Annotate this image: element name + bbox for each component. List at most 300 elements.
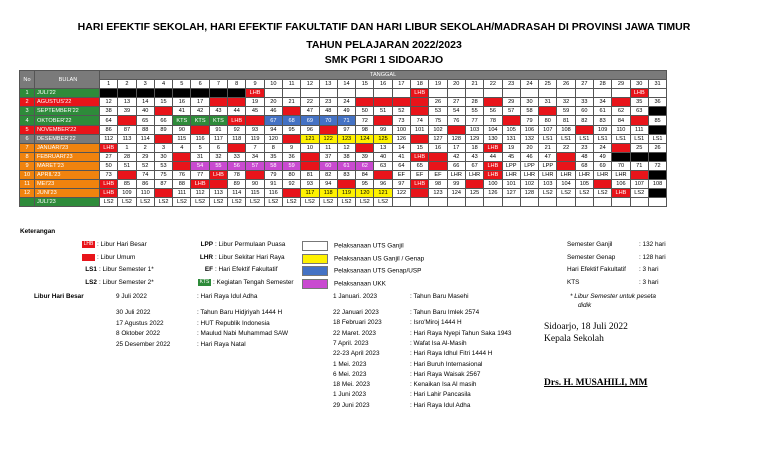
day-cell: 44 xyxy=(484,152,502,161)
month-name: JULI'22 xyxy=(35,89,100,98)
day-cell: 102 xyxy=(520,180,538,189)
day-cell xyxy=(118,116,136,125)
day-cell: LHB xyxy=(191,180,209,189)
day-cell: 98 xyxy=(429,180,447,189)
day-number: 8 xyxy=(228,80,246,89)
day-number: 11 xyxy=(282,80,300,89)
legend-text: : Libur Semester 1* xyxy=(99,266,154,273)
day-cell: 104 xyxy=(484,125,502,134)
day-cell: 122 xyxy=(392,189,410,198)
day-cell: 96 xyxy=(374,180,392,189)
school-name: SMK PGRI 1 SIDOARJO xyxy=(324,54,444,66)
day-cell: 82 xyxy=(319,171,337,180)
legend-item xyxy=(302,279,386,289)
signature-name: Drs. H. MUSAHILI, MM xyxy=(544,378,648,388)
legend-title: Keterangan xyxy=(20,228,56,235)
day-cell xyxy=(630,171,648,180)
day-cell: 128 xyxy=(520,189,538,198)
day-cell: 53 xyxy=(154,161,172,170)
holiday-date: 1 Mei. 2023 xyxy=(333,360,367,368)
day-cell xyxy=(648,125,666,134)
day-cell xyxy=(301,152,319,161)
day-cell: 71 xyxy=(337,116,355,125)
month-row xyxy=(20,89,667,98)
day-cell: 22 xyxy=(557,143,575,152)
holiday-name: : Hari Lahir Pancasila xyxy=(410,391,471,399)
day-cell: 103 xyxy=(465,125,483,134)
day-cell: 48 xyxy=(575,152,593,161)
day-cell xyxy=(154,89,172,98)
day-cell: 104 xyxy=(557,180,575,189)
day-cell: 42 xyxy=(191,107,209,116)
day-cell: 22 xyxy=(301,98,319,107)
day-number: 24 xyxy=(520,80,538,89)
day-cell: 16 xyxy=(429,143,447,152)
day-number: 21 xyxy=(465,80,483,89)
day-cell: 57 xyxy=(502,107,520,116)
day-cell: 33 xyxy=(228,152,246,161)
month-row xyxy=(20,125,667,134)
day-cell: LHB xyxy=(411,180,429,189)
day-cell xyxy=(282,134,300,143)
day-cell: 62 xyxy=(356,161,374,170)
summary-value: : 128 hari xyxy=(639,253,666,261)
summary-label: KTS xyxy=(567,278,580,286)
holiday-date: 22 Januari 2023 xyxy=(333,309,379,316)
day-cell xyxy=(374,171,392,180)
month-name: MARET'23 xyxy=(35,161,100,170)
day-cell: 118 xyxy=(228,134,246,143)
day-cell: 80 xyxy=(282,171,300,180)
col-no-header: No xyxy=(20,71,35,89)
day-number: 31 xyxy=(648,80,666,89)
day-cell: 100 xyxy=(484,180,502,189)
legend-code: KTS xyxy=(199,278,210,285)
day-cell xyxy=(630,116,648,125)
day-cell: 9 xyxy=(282,143,300,152)
day-cell: 96 xyxy=(301,125,319,134)
day-cell: 81 xyxy=(301,171,319,180)
col-month-header: BULAN xyxy=(35,71,100,89)
day-cell: 75 xyxy=(154,171,172,180)
legend-text: : Libur Permulaan Puasa xyxy=(215,241,286,248)
summary-value: : 3 hari xyxy=(639,278,659,286)
day-number: 2 xyxy=(118,80,136,89)
day-cell: 4 xyxy=(173,143,191,152)
day-cell: LHB xyxy=(411,89,429,98)
day-cell: 38 xyxy=(337,152,355,161)
day-cell: LS1 xyxy=(539,134,557,143)
day-number: 3 xyxy=(136,80,154,89)
day-cell xyxy=(100,89,118,98)
day-cell xyxy=(191,125,209,134)
legend-item xyxy=(82,279,154,286)
day-cell: LS2 xyxy=(100,198,118,207)
legend-item xyxy=(82,266,154,273)
holiday-date: 18 Februari 2023 xyxy=(333,319,382,327)
day-cell: LHB xyxy=(484,171,502,180)
day-cell: LS2 xyxy=(228,198,246,207)
day-cell: 97 xyxy=(337,125,355,134)
day-cell: 5 xyxy=(191,143,209,152)
day-cell: 107 xyxy=(539,125,557,134)
day-cell xyxy=(465,198,483,207)
day-cell: 59 xyxy=(282,161,300,170)
day-cell xyxy=(209,180,227,189)
day-cell xyxy=(319,125,337,134)
day-cell: 89 xyxy=(154,125,172,134)
day-cell: 76 xyxy=(447,116,465,125)
day-cell: 19 xyxy=(502,143,520,152)
summary-value: : 3 hari xyxy=(639,266,659,273)
day-cell: 27 xyxy=(447,98,465,107)
day-cell: 17 xyxy=(447,143,465,152)
day-cell: LS2 xyxy=(282,198,300,207)
day-cell: 37 xyxy=(319,152,337,161)
holiday-name: : Hari Raya Waisak 2567 xyxy=(410,370,481,378)
day-number: 30 xyxy=(630,80,648,89)
legend-text: : Kegiatan Tengah Semester xyxy=(213,278,294,286)
day-cell: 49 xyxy=(594,152,612,161)
day-cell: 112 xyxy=(100,134,118,143)
day-cell: 77 xyxy=(191,171,209,180)
day-cell xyxy=(374,89,392,98)
day-cell: 68 xyxy=(575,161,593,170)
day-cell: 43 xyxy=(209,107,227,116)
day-cell: 75 xyxy=(429,116,447,125)
day-number: 18 xyxy=(411,80,429,89)
day-cell: 13 xyxy=(118,98,136,107)
day-cell xyxy=(228,143,246,152)
day-cell: 64 xyxy=(392,161,410,170)
day-cell: LPP xyxy=(502,161,520,170)
day-cell xyxy=(264,89,282,98)
day-cell: 117 xyxy=(301,189,319,198)
day-cell: LS2 xyxy=(374,198,392,207)
day-cell: 64 xyxy=(100,116,118,125)
day-cell: 84 xyxy=(356,171,374,180)
day-cell xyxy=(484,198,502,207)
day-cell: LHB xyxy=(630,89,648,98)
legend-text: Pelaksanaan US Ganjil / Genap xyxy=(334,255,425,263)
day-cell: 56 xyxy=(484,107,502,116)
day-cell: LS2 xyxy=(594,189,612,198)
header-row-1 xyxy=(20,71,667,80)
day-cell: 24 xyxy=(594,143,612,152)
day-cell xyxy=(502,198,520,207)
day-cell: 106 xyxy=(520,125,538,134)
legend-item xyxy=(82,254,135,261)
day-cell xyxy=(612,143,630,152)
day-cell: 112 xyxy=(191,189,209,198)
day-cell: LHR xyxy=(520,171,538,180)
day-cell xyxy=(447,125,465,134)
day-cell: 113 xyxy=(209,189,227,198)
day-cell xyxy=(429,89,447,98)
day-cell: 97 xyxy=(392,180,410,189)
day-cell: 124 xyxy=(356,134,374,143)
holiday-name: : Tahun Baru Hidjriyah 1444 H xyxy=(197,309,283,316)
legend-text: Pelaksanaan UKK xyxy=(334,280,386,288)
day-cell xyxy=(648,198,666,207)
day-cell: 88 xyxy=(173,180,191,189)
day-cell: 29 xyxy=(136,152,154,161)
day-cell: 43 xyxy=(465,152,483,161)
day-cell xyxy=(612,152,630,161)
day-cell: 35 xyxy=(264,152,282,161)
holiday-name: : Tahun Baru Imlek 2574 xyxy=(410,309,480,316)
day-cell: 110 xyxy=(136,189,154,198)
day-cell xyxy=(228,89,246,98)
month-row xyxy=(20,107,667,116)
day-cell: LHB xyxy=(484,143,502,152)
day-cell xyxy=(648,89,666,98)
day-cell: 109 xyxy=(118,189,136,198)
day-cell: 113 xyxy=(118,134,136,143)
day-cell: 41 xyxy=(392,152,410,161)
day-cell: 106 xyxy=(612,180,630,189)
holiday-date: 22-23 April 2023 xyxy=(333,350,380,358)
holiday-date: 29 Juni 2023 xyxy=(333,401,370,409)
day-cell: 26 xyxy=(429,98,447,107)
day-cell: 98 xyxy=(356,125,374,134)
day-cell: 125 xyxy=(374,134,392,143)
note-line-2: didik xyxy=(578,302,592,309)
day-cell: 56 xyxy=(228,161,246,170)
day-cell xyxy=(154,189,172,198)
day-cell: 107 xyxy=(630,180,648,189)
day-cell xyxy=(594,180,612,189)
day-cell: 32 xyxy=(557,98,575,107)
day-number: 28 xyxy=(594,80,612,89)
doc-subtitle: TAHUN PELAJARAN 2022/2023 xyxy=(306,39,462,51)
day-cell xyxy=(154,107,172,116)
day-number: 12 xyxy=(301,80,319,89)
day-cell: 42 xyxy=(447,152,465,161)
day-cell: LS2 xyxy=(136,198,154,207)
day-cell xyxy=(392,89,410,98)
holiday-name: : Hari Raya Idul Adha xyxy=(197,293,258,300)
day-cell: LHB xyxy=(612,189,630,198)
day-cell xyxy=(118,171,136,180)
day-cell: 50 xyxy=(100,161,118,170)
day-cell: 116 xyxy=(191,134,209,143)
day-cell: 70 xyxy=(612,161,630,170)
day-cell: 71 xyxy=(630,161,648,170)
col-date-header: TANGGAL xyxy=(100,71,667,80)
day-cell: 52 xyxy=(392,107,410,116)
day-cell: LHB xyxy=(209,171,227,180)
month-name: OKTOBER'22 xyxy=(35,116,100,125)
day-cell: 70 xyxy=(319,116,337,125)
summary-label: Hari Efektif Fakultatif xyxy=(567,266,626,273)
day-cell: 66 xyxy=(154,116,172,125)
holiday-name: : Hari Raya Idul Adha xyxy=(410,401,471,409)
day-cell: 67 xyxy=(264,116,282,125)
legend-text: : Libur Umum xyxy=(97,253,136,261)
day-cell xyxy=(648,171,666,180)
month-name: APRIL'23 xyxy=(35,171,100,180)
day-cell: 50 xyxy=(356,107,374,116)
day-cell xyxy=(612,89,630,98)
day-cell xyxy=(648,107,666,116)
day-cell: LPP xyxy=(520,161,538,170)
day-cell xyxy=(539,89,557,98)
row-number: 3 xyxy=(20,107,35,116)
day-cell: 34 xyxy=(246,152,264,161)
day-cell xyxy=(557,152,575,161)
day-cell: 99 xyxy=(374,125,392,134)
day-cell: LHR xyxy=(594,171,612,180)
day-cell: 95 xyxy=(356,180,374,189)
day-cell: 117 xyxy=(209,134,227,143)
day-cell: 72 xyxy=(648,161,666,170)
day-number: 20 xyxy=(447,80,465,89)
day-cell: 91 xyxy=(209,125,227,134)
row-number: 9 xyxy=(20,161,35,170)
day-cell xyxy=(411,134,429,143)
day-cell: LS2 xyxy=(630,189,648,198)
month-row xyxy=(20,152,667,161)
legend-swatch xyxy=(302,241,328,251)
day-cell: KTS xyxy=(209,116,227,125)
month-name: JUNI'23 xyxy=(35,189,100,198)
month-row xyxy=(20,116,667,125)
legend-code: LHB xyxy=(83,241,94,247)
day-cell: 77 xyxy=(465,116,483,125)
day-cell: 120 xyxy=(264,134,282,143)
day-cell: 99 xyxy=(447,180,465,189)
legend-code: EF xyxy=(204,266,213,273)
day-cell: 92 xyxy=(228,125,246,134)
row-number: 1 xyxy=(20,89,35,98)
row-number: 5 xyxy=(20,125,35,134)
day-cell: 2 xyxy=(136,143,154,152)
month-row xyxy=(20,180,667,189)
day-cell: 91 xyxy=(264,180,282,189)
day-cell: 109 xyxy=(594,125,612,134)
day-cell: 21 xyxy=(282,98,300,107)
day-cell xyxy=(392,198,410,207)
legend-code: LHR xyxy=(199,253,213,261)
day-cell xyxy=(282,107,300,116)
day-number: 27 xyxy=(575,80,593,89)
day-cell: 46 xyxy=(520,152,538,161)
day-number: 23 xyxy=(502,80,520,89)
holiday-date: 9 Juli 2022 xyxy=(116,293,147,300)
day-cell: 27 xyxy=(100,152,118,161)
day-cell: 18 xyxy=(465,143,483,152)
day-cell xyxy=(612,98,630,107)
holiday-name: : Hari Raya Nyepi Tahun Saka 1943 xyxy=(410,329,512,337)
day-cell: 87 xyxy=(154,180,172,189)
day-cell xyxy=(356,98,374,107)
day-cell: LS2 xyxy=(173,198,191,207)
day-cell: LS1 xyxy=(557,134,575,143)
day-cell: 55 xyxy=(209,161,227,170)
day-cell: 116 xyxy=(264,189,282,198)
day-number: 17 xyxy=(392,80,410,89)
day-cell xyxy=(502,116,520,125)
row-number: 10 xyxy=(20,171,35,180)
legend-item xyxy=(198,241,285,248)
day-cell: 111 xyxy=(173,189,191,198)
holiday-name: : Hari Raya Natal xyxy=(197,340,246,348)
day-cell: 14 xyxy=(136,98,154,107)
day-cell: LS2 xyxy=(575,189,593,198)
day-cell xyxy=(575,125,593,134)
day-cell: 55 xyxy=(465,107,483,116)
day-cell: LHR xyxy=(557,171,575,180)
day-cell: 114 xyxy=(228,189,246,198)
day-cell: 68 xyxy=(282,116,300,125)
day-cell: 52 xyxy=(136,161,154,170)
day-cell: 123 xyxy=(429,189,447,198)
day-cell xyxy=(465,89,483,98)
day-number: 22 xyxy=(484,80,502,89)
day-cell: 31 xyxy=(191,152,209,161)
day-cell xyxy=(228,98,246,107)
day-cell: LHB xyxy=(484,161,502,170)
day-cell: 32 xyxy=(209,152,227,161)
row-number: 11 xyxy=(20,180,35,189)
day-cell: 120 xyxy=(356,189,374,198)
day-cell: LS1 xyxy=(575,134,593,143)
summary-label: Semester Ganjil xyxy=(567,241,613,248)
day-cell: LHB xyxy=(100,189,118,198)
day-cell: 62 xyxy=(612,107,630,116)
day-cell: 51 xyxy=(374,107,392,116)
day-cell: LHB xyxy=(246,89,264,98)
day-cell xyxy=(630,152,648,161)
legend-text: : Libur Semester 2* xyxy=(99,278,154,286)
holiday-date: 25 Desember 2022 xyxy=(116,340,171,348)
day-cell: 108 xyxy=(557,125,575,134)
legend-text: : Libur Sekitar Hari Raya xyxy=(215,253,285,261)
day-cell: 7 xyxy=(246,143,264,152)
day-cell xyxy=(630,198,648,207)
day-cell: 12 xyxy=(100,98,118,107)
day-number: 14 xyxy=(337,80,355,89)
day-cell xyxy=(118,89,136,98)
day-cell: 114 xyxy=(136,134,154,143)
legend-code: LS1 xyxy=(85,266,97,273)
day-cell xyxy=(484,89,502,98)
day-cell: 21 xyxy=(539,143,557,152)
day-cell: LHB xyxy=(100,143,118,152)
day-number: 4 xyxy=(154,80,172,89)
day-cell: 57 xyxy=(246,161,264,170)
day-cell: 84 xyxy=(612,116,630,125)
day-cell xyxy=(191,89,209,98)
day-cell xyxy=(319,89,337,98)
day-number: 15 xyxy=(356,80,374,89)
summary-value: : 132 hari xyxy=(639,241,666,248)
day-cell xyxy=(301,161,319,170)
day-cell: 110 xyxy=(612,125,630,134)
day-cell xyxy=(411,98,429,107)
day-cell xyxy=(429,161,447,170)
day-number: 16 xyxy=(374,80,392,89)
legend-item xyxy=(302,254,424,264)
day-cell: EF xyxy=(411,171,429,180)
row-number: 8 xyxy=(20,152,35,161)
holiday-date: 7 April. 2023 xyxy=(333,339,369,347)
holiday-name: : Hari Raya Idhul Fitri 1444 H xyxy=(410,350,493,358)
day-cell: 85 xyxy=(648,116,666,125)
day-cell: 28 xyxy=(118,152,136,161)
day-cell xyxy=(447,89,465,98)
